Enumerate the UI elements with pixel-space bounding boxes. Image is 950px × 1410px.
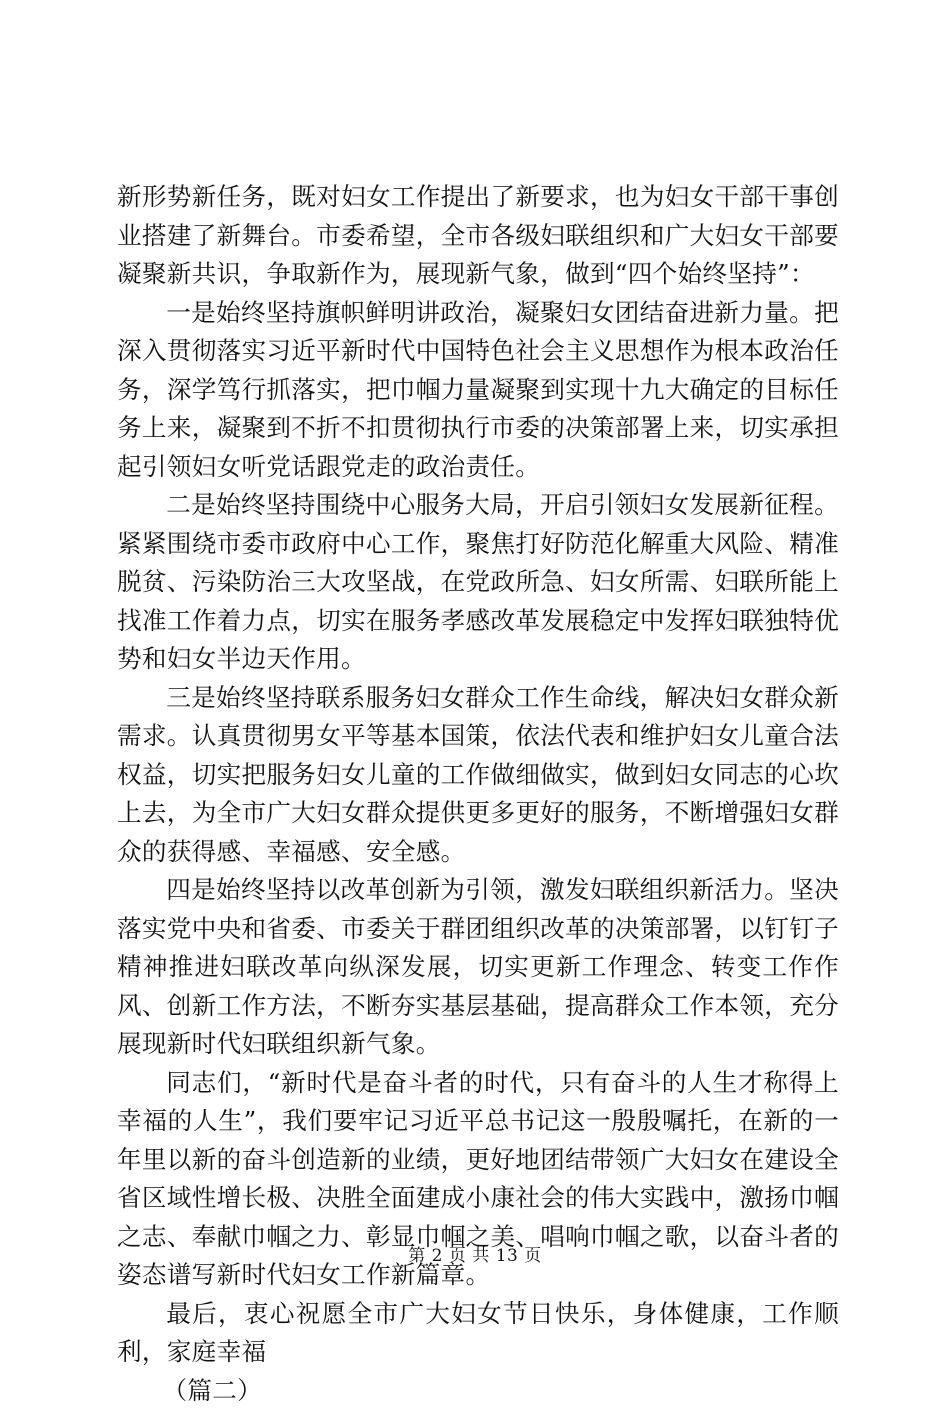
section-heading: （篇二）	[117, 1372, 839, 1410]
paragraph-closing-call: 同志们，“新时代是奋斗者的时代，只有奋斗的人生才称得上幸福的人生”，我们要牢记习近平总书记这一殷殷嘱托，在新的一年里以新的奋斗创造新的业绩，更好地团结带领广大妇女在建设全省区域性增长极、决胜全面建成小康社会的伟大实践中，激扬巾帼之志、奉献巾帼之力、彰显巾帼之美、唱响巾帼之歌，以奋斗者的姿态谱写新时代妇女工作新篇章。	[117, 1064, 839, 1295]
page-number-footer: 第 2 页 共 13 页	[0, 1241, 950, 1266]
paragraph-point-three: 三是始终坚持联系服务妇女群众工作生命线，解决妇女群众新需求。认真贯彻男女平等基本国策，依法代表和维护妇女儿童合法权益，切实把服务妇女儿童的工作做细做实，做到妇女同志的心坎上去，为全市广大妇女群众提供更多更好的服务，不断增强妇女群众的获得感、幸福感、安全感。	[117, 679, 839, 872]
paragraph-point-four: 四是始终坚持以改革创新为引领，激发妇联组织新活力。坚决落实党中央和省委、市委关于群团组织改革的决策部署，以钉钉子精神推进妇联改革向纵深发展，切实更新工作理念、转变工作作风、创新工作方法，不断夯实基层基础，提高群众工作本领，充分展现新时代妇联组织新气象。	[117, 871, 839, 1064]
paragraph-wishes: 最后，衷心祝愿全市广大妇女节日快乐，身体健康，工作顺利，家庭幸福	[117, 1295, 839, 1372]
paragraph-point-two: 二是始终坚持围绕中心服务大局，开启引领妇女发展新征程。紧紧围绕市委市政府中心工作，聚焦打好防范化解重大风险、精准脱贫、污染防治三大攻坚战，在党政所急、妇女所需、妇联所能上找准工作着力点，切实在服务孝感改革发展稳定中发挥妇联独特优势和妇女半边天作用。	[117, 486, 839, 679]
document-body	[117, 178, 839, 1410]
paragraph-intro: 新形势新任务，既对妇女工作提出了新要求，也为妇女干部干事创业搭建了新舞台。市委希望，全市各级妇联组织和广大妇女干部要凝聚新共识，争取新作为，展现新气象，做到“四个始终坚持”：	[117, 178, 839, 294]
paragraph-point-one: 一是始终坚持旗帜鲜明讲政治，凝聚妇女团结奋进新力量。把深入贯彻落实习近平新时代中国特色社会主义思想作为根本政治任务，深学笃行抓落实，把巾帼力量凝聚到实现十九大确定的目标任务上来，凝聚到不折不扣贯彻执行市委的决策部署上来，切实承担起引领妇女听党话跟党走的政治责任。	[117, 294, 839, 487]
